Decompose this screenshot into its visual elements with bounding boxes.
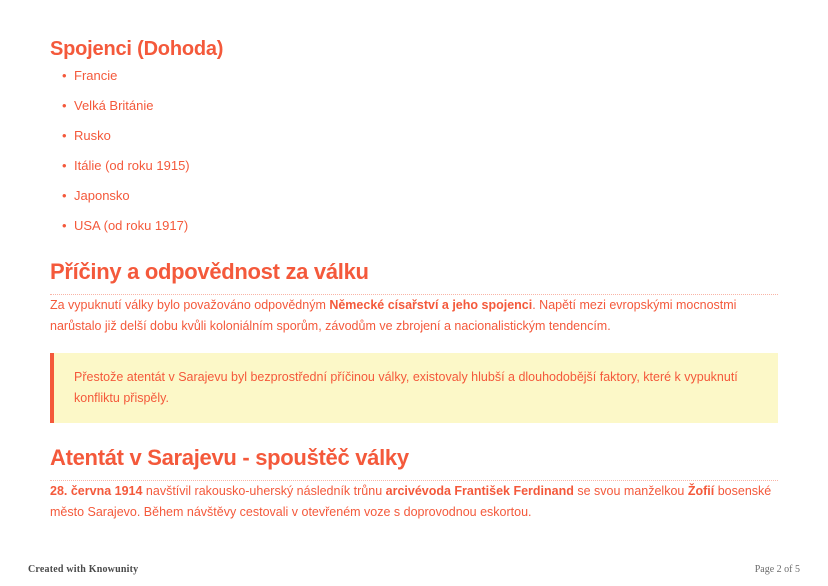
text-fragment: navštívil rakousko-uherský následník trůnu — [142, 484, 386, 498]
text-emphasis: Německé císařství a jeho spojenci — [329, 298, 533, 312]
allies-list — [50, 61, 778, 241]
list-item: • USA (od roku 1917) — [50, 211, 778, 241]
text-fragment: bosenské město Sarajevo. Během návštěvy cestovali v otevřeném voze s doprovodnou eskortou. — [50, 484, 772, 519]
assassination-paragraph — [50, 481, 778, 523]
section-heading-causes: Příčiny a odpovědnost za válku — [50, 259, 778, 295]
list-item: • Rusko — [50, 121, 778, 151]
callout-text: Přestože atentát v Sarajevu byl bezprostřední příčinou války, existovaly hlubší a dlouhodobější faktory, které k vypuknutí konfliktu přispěly. — [74, 370, 738, 405]
text-fragment: Za vypuknutí války bylo považováno odpovědným — [50, 298, 330, 312]
text-fragment: . Napětí mezi evropskými mocnostmi narůstalo již delší dobu kvůli koloniálním sporům, závodům ve zbrojení a nacionalistickým tendencím. — [50, 298, 737, 333]
causes-paragraph — [50, 295, 778, 337]
list-item: • Velká Británie — [50, 91, 778, 121]
callout-box — [50, 353, 778, 423]
text-emphasis: arcivévoda František Ferdinand — [385, 484, 574, 498]
list-item: • Francie — [50, 61, 778, 91]
section-heading-allies: Spojenci (Dohoda) — [50, 38, 224, 60]
page-footer — [0, 552, 828, 586]
list-item: • Itálie (od roku 1915) — [50, 151, 778, 181]
text-emphasis: 28. června 1914 — [50, 484, 143, 498]
footer-credit: Created with Knowunity — [28, 563, 139, 575]
text-fragment: se svou manželkou — [573, 484, 688, 498]
section-heading-assassination: Atentát v Sarajevu - spouštěč války — [50, 445, 778, 481]
text-emphasis: Žofií — [687, 484, 715, 498]
list-item: • Japonsko — [50, 181, 778, 211]
footer-page-number: Page 2 of 5 — [754, 563, 800, 575]
